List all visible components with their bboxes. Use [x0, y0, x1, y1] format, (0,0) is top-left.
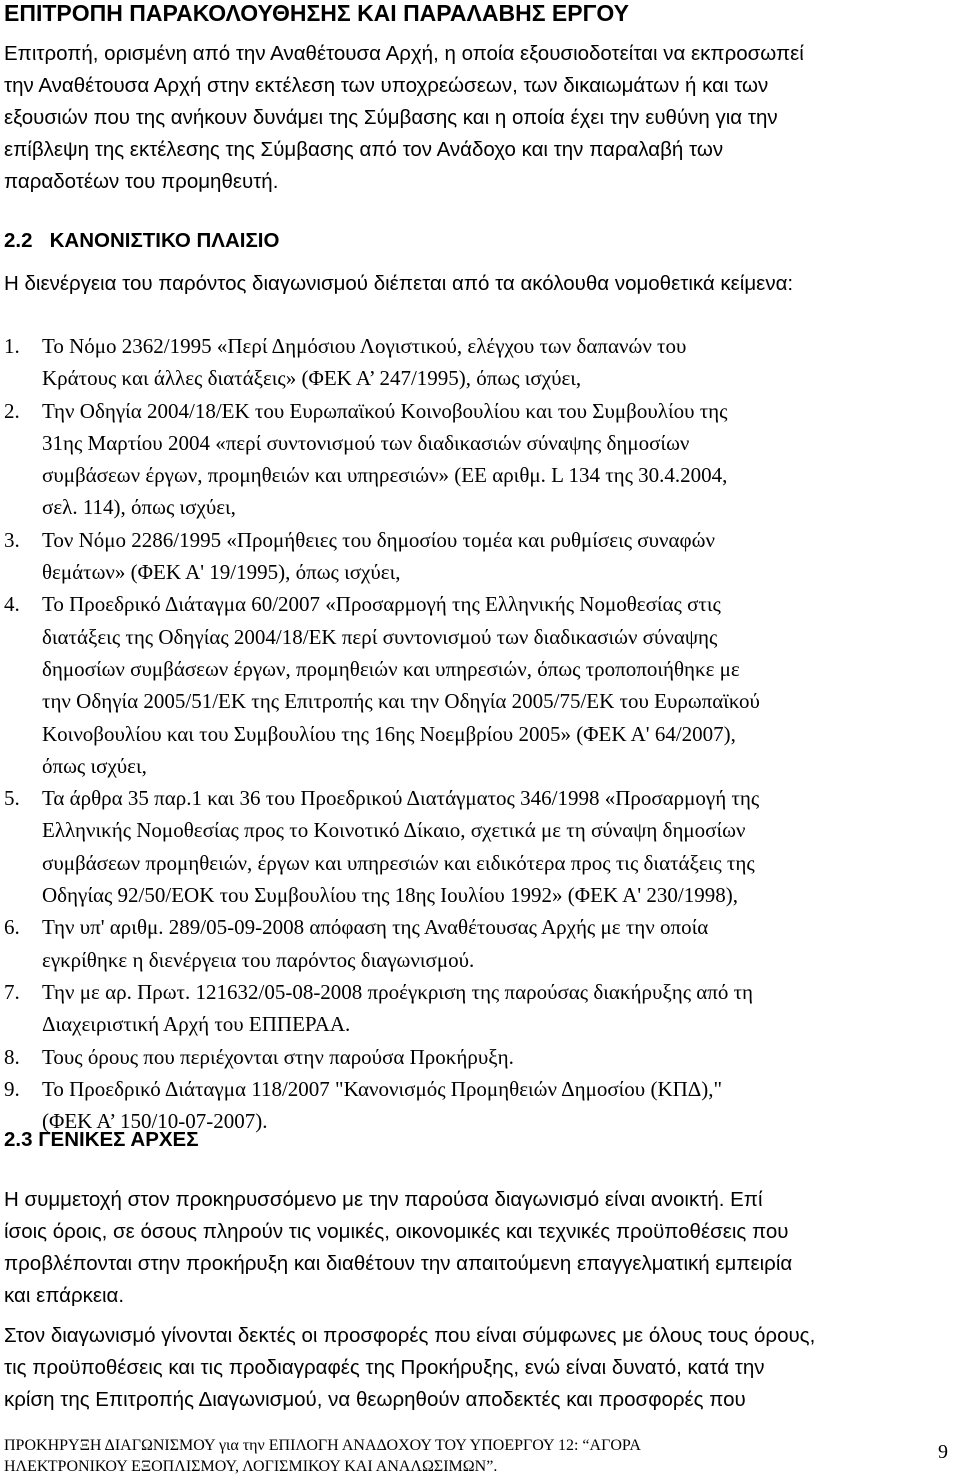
text-line: ίσοις όροις, σε όσους πληρούν τις νομικές, οικονομικές και τεχνικές προϋποθέσεις που	[4, 1220, 789, 1243]
text-line: Η συμμετοχή στον προκηρυσσόμενο με την παρούσα διαγωνισμό είναι ανοικτή. Επί	[4, 1188, 763, 1211]
legislation-list	[4, 330, 954, 1137]
list-number: 4.	[4, 592, 20, 617]
section-2-2-intro	[4, 268, 954, 300]
committee-definition	[4, 38, 954, 198]
text-line: Τον Νόμο 2286/1995 «Προμήθειες του δημοσίου τομέα και ρυθμίσεις συναφών	[42, 527, 715, 552]
text-line: παραδοτέων του προμηθευτή.	[4, 170, 279, 193]
list-number: 6.	[4, 915, 20, 940]
list-item	[4, 1041, 954, 1073]
text-line: εξουσιών που της ανήκουν δυνάμει της Σύμβασης και η οποία έχει την ευθύνη για την	[4, 106, 778, 129]
section-2-3-paragraph-1	[4, 1184, 954, 1312]
text-line: την Οδηγία 2005/51/ΕΚ της Επιτροπής και την Οδηγία 2005/75/ΕΚ του Ευρωπαϊκού	[42, 689, 760, 714]
text-line: σελ. 114), όπως ισχύει,	[42, 495, 236, 520]
text-line: Διαχειριστική Αρχή του ΕΠΠΕΡΑΑ.	[42, 1012, 351, 1037]
text-line: Επιτροπή, ορισμένη από την Αναθέτουσα Αρχή, η οποία εξουσιοδοτείται να εκπροσωπεί	[4, 42, 804, 65]
list-number: 9.	[4, 1076, 20, 1101]
page-footer	[4, 1435, 824, 1477]
text-line: 31ης Μαρτίου 2004 «περί συντονισμού των διαδικασιών σύναψης δημοσίων	[42, 430, 690, 455]
text-line: Το Νόμο 2362/1995 «Περί Δημόσιου Λογιστικού, ελέγχου των δαπανών του	[42, 334, 687, 358]
text-line: δημοσίων συμβάσεων έργων, προμηθειών και υπηρεσιών, όπως τροποποιήθηκε με	[42, 656, 740, 681]
list-item	[4, 782, 954, 911]
text-line: προβλέπονται στην προκήρυξη και διαθέτουν την απαιτούμενη επαγγελματική εμπειρία	[4, 1252, 793, 1275]
committee-heading: ΕΠΙΤΡΟΠΗ ΠΑΡΑΚΟΛΟΥΘΗΣΗΣ ΚΑΙ ΠΑΡΑΛΑΒΗΣ ΕΡΓΟΥ	[4, 0, 629, 26]
text-line: διατάξεις της Οδηγίας 2004/18/ΕΚ περί συντονισμού των διαδικασιών σύναψης	[42, 624, 718, 649]
text-line: και επάρκεια.	[4, 1284, 125, 1307]
text-line: την Αναθέτουσα Αρχή στην εκτέλεση των υποχρεώσεων, των δικαιωμάτων ή και των	[4, 74, 769, 97]
list-item	[4, 330, 954, 395]
text-line: τις προϋποθέσεις και τις προδιαγραφές της Προκήρυξης, ενώ είναι δυνατό, κατά την	[4, 1356, 765, 1379]
text-line: θεμάτων» (ΦΕΚ Α' 19/1995), όπως ισχύει,	[42, 560, 401, 585]
text-line: Κοινοβουλίου και του Συμβουλίου της 16ης Νοεμβρίου 2005» (ΦΕΚ Α' 64/2007),	[42, 721, 736, 746]
text-line: Την με αρ. Πρωτ. 121632/05-08-2008 προέγκριση της παρούσας διακήρυξης από τη	[42, 979, 754, 1004]
section-2-3-title: 2.3 ΓΕΝΙΚΕΣ ΑΡΧΕΣ	[4, 1128, 199, 1151]
text-line: Τα άρθρα 35 παρ.1 και 36 του Προεδρικού Διατάγματος 346/1998 «Προσαρμογή της	[42, 786, 760, 811]
page-number: 9	[938, 1441, 948, 1463]
section-2-2-title: 2.2 ΚΑΝΟΝΙΣΤΙΚΟ ΠΛΑΙΣΙΟ	[4, 229, 280, 252]
footer-line: ΗΛΕΚΤΡΟΝΙΚΟΥ ΕΞΟΠΛΙΣΜΟΥ, ΛΟΓΙΣΜΙΚΟΥ ΚΑΙ ΑΝΑΛΩΣΙΜΩΝ”.	[4, 1458, 498, 1475]
list-item	[4, 588, 954, 782]
list-number: 7.	[4, 979, 20, 1004]
text-line: (ΦΕΚ Α’ 150/10-07-2007).	[42, 1109, 268, 1134]
text-line: Τους όρους που περιέχονται στην παρούσα Προκήρυξη.	[42, 1044, 514, 1069]
text-line: όπως ισχύει,	[42, 753, 147, 778]
list-item	[4, 976, 954, 1041]
text-line: επίβλεψη της εκτέλεσης της Σύμβασης από τον Ανάδοχο και την παραλαβή των	[4, 138, 724, 161]
text-line: εγκρίθηκε η διενέργεια του παρόντος διαγωνισμού.	[42, 947, 475, 972]
footer-line: ΠΡΟΚΗΡΥΞΗ ΔΙΑΓΩΝΙΣΜΟΥ για την ΕΠΙΛΟΓΗ ΑΝΑΔΟΧΟΥ ΤΟΥ ΥΠΟΕΡΓΟΥ 12: “ΑΓΟΡΑ	[4, 1437, 641, 1454]
text-line: Την Οδηγία 2004/18/ΕΚ του Ευρωπαϊκού Κοινοβουλίου και του Συμβουλίου της	[42, 398, 728, 423]
text-line: Ελληνικής Νομοθεσίας προς το Κοινοτικό Δίκαιο, σχετικά με τη σύναψη δημοσίων	[42, 818, 746, 843]
section-2-3-paragraph-2	[4, 1320, 954, 1416]
list-number: 8.	[4, 1044, 20, 1069]
list-number: 1.	[4, 334, 20, 358]
list-item	[4, 911, 954, 976]
text-line: συμβάσεων προμηθειών, έργων και υπηρεσιών και ειδικότερα προς τις διατάξεις της	[42, 850, 755, 875]
text-line: Την υπ' αριθμ. 289/05-09-2008 απόφαση της Αναθέτουσας Αρχής με την οποία	[42, 915, 709, 940]
list-number: 5.	[4, 786, 20, 811]
text-line: Στον διαγωνισμό γίνονται δεκτές οι προσφορές που είναι σύμφωνες με όλους τους όρους,	[4, 1324, 816, 1347]
text-line: κρίση της Επιτροπής Διαγωνισμού, να θεωρηθούν αποδεκτές και προσφορές που	[4, 1388, 746, 1411]
text-line: Κράτους και άλλες διατάξεις» (ΦΕΚ Α’ 247/1995), όπως ισχύει,	[42, 366, 582, 391]
list-item	[4, 395, 954, 524]
list-number: 2.	[4, 398, 20, 423]
text-line: Το Προεδρικό Διάταγμα 118/2007 "Κανονισμός Προμηθειών Δημοσίου (ΚΠΔ),"	[42, 1076, 723, 1101]
text-line: Η διενέργεια του παρόντος διαγωνισμού διέπεται από τα ακόλουθα νομοθετικά κείμενα:	[4, 272, 794, 295]
text-line: Το Προεδρικό Διάταγμα 60/2007 «Προσαρμογή της Ελληνικής Νομοθεσίας στις	[42, 592, 721, 617]
list-number: 3.	[4, 527, 20, 552]
list-item	[4, 524, 954, 589]
text-line: συμβάσεων έργων, προμηθειών και υπηρεσιών» (ΕΕ αριθμ. L 134 της 30.4.2004,	[42, 463, 728, 488]
text-line: Οδηγίας 92/50/ΕΟΚ του Συμβουλίου της 18ης Ιουλίου 1992» (ΦΕΚ Α' 230/1998),	[42, 883, 739, 908]
